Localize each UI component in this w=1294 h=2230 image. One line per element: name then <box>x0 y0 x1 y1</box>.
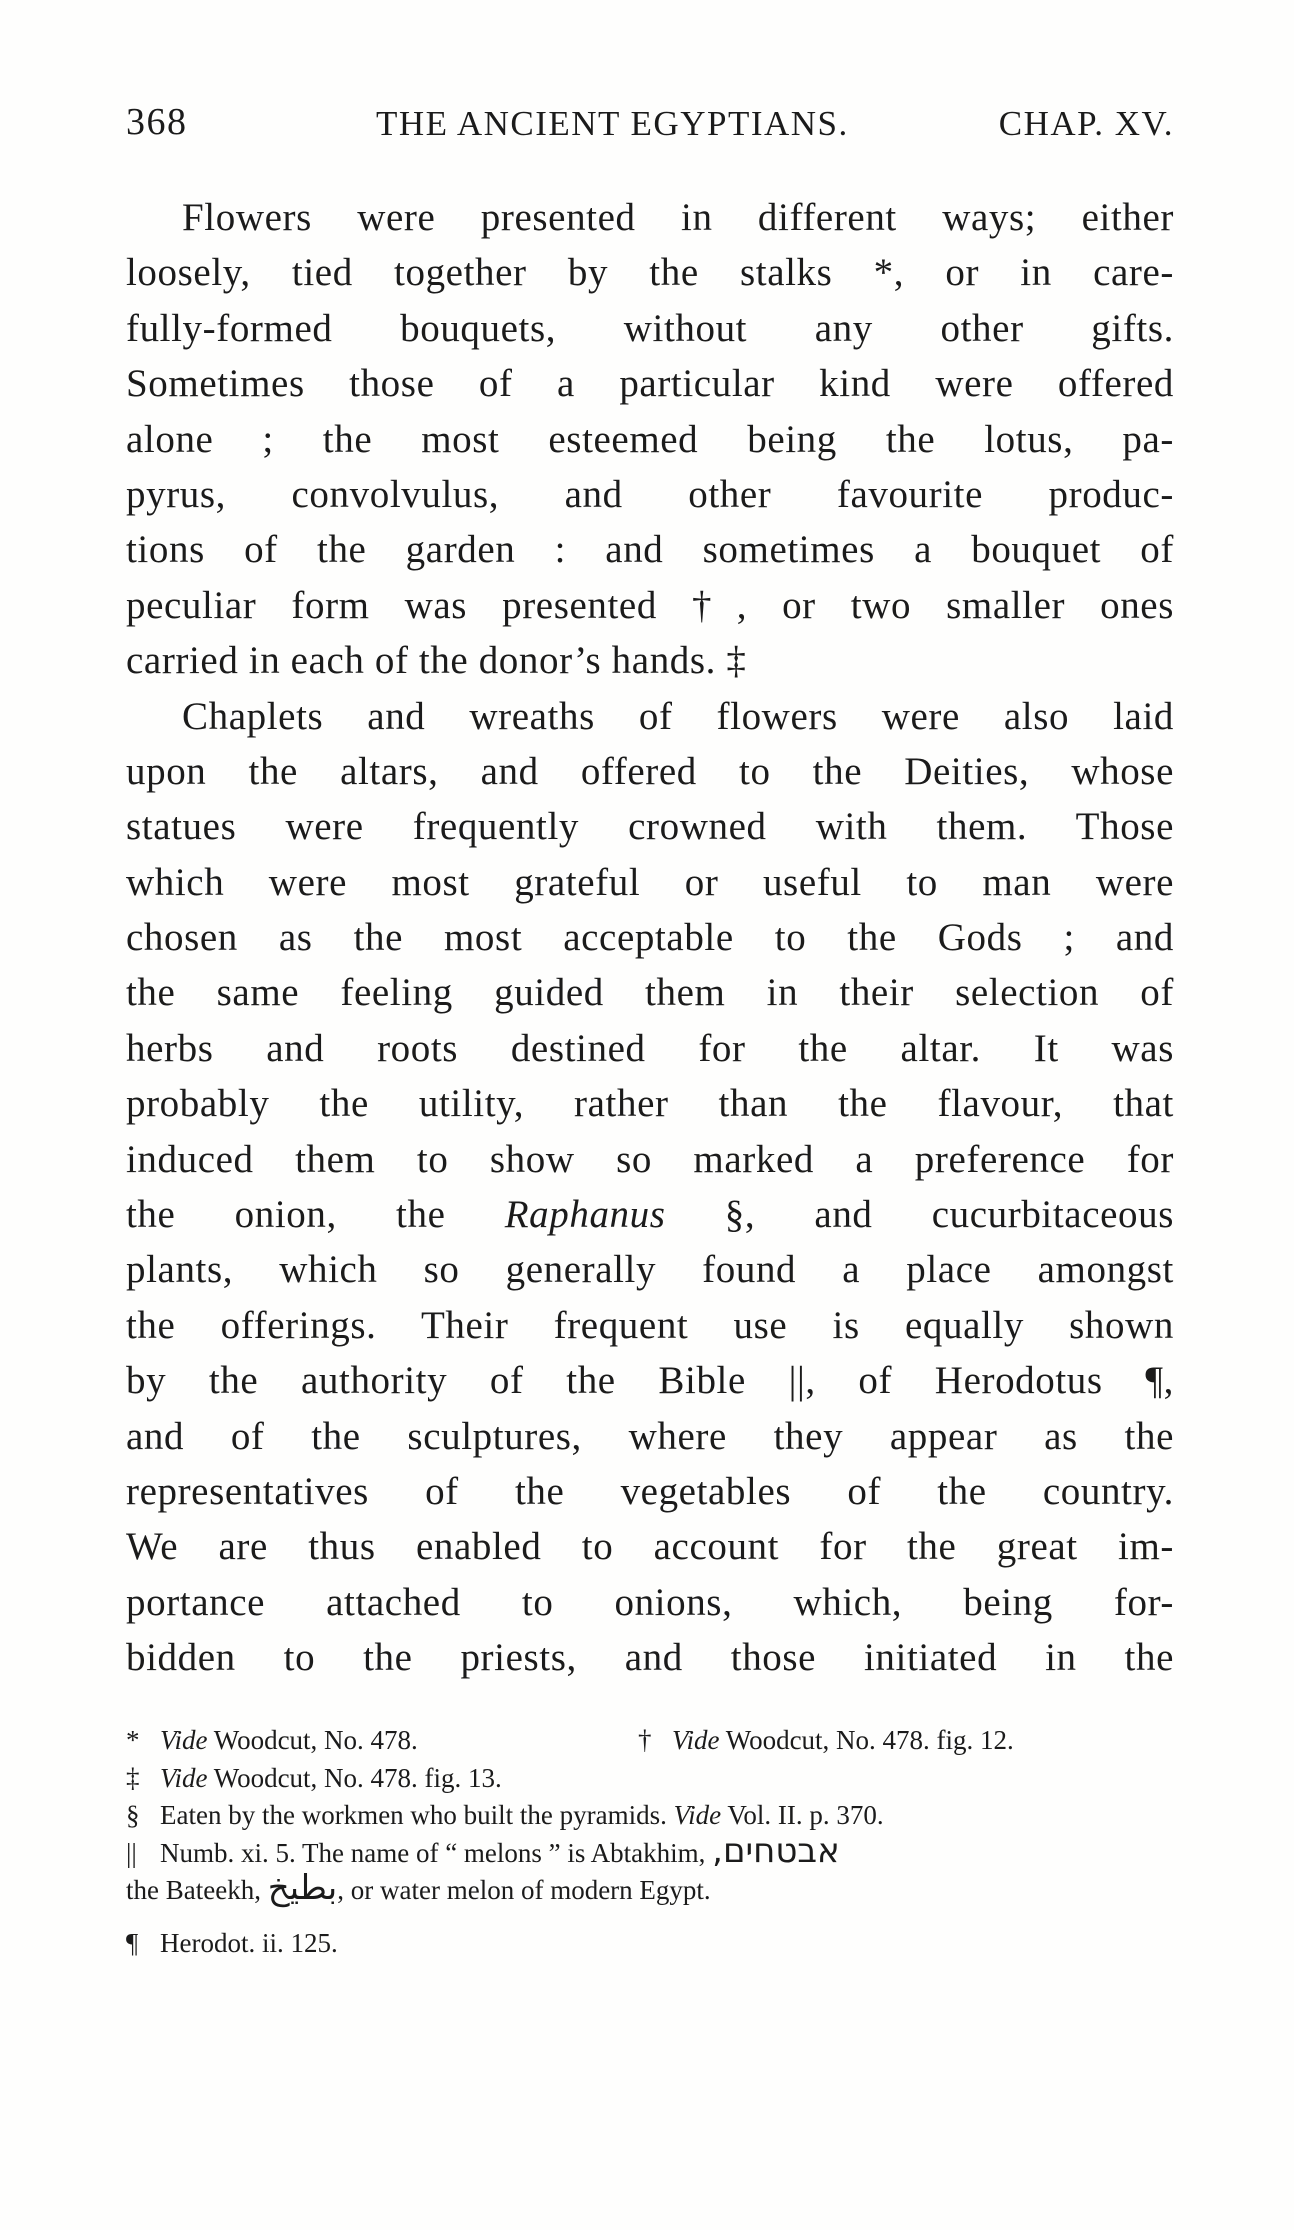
text-line: Chaplets and wreaths of flowers were also laid <box>182 694 1174 738</box>
footnote-second-column <box>638 1722 1014 1760</box>
footnote-vide: Vide <box>673 1800 722 1830</box>
footnotes <box>126 1722 1174 1962</box>
footnote-mark: † <box>638 1725 652 1755</box>
text-line: herbs and roots destined for the altar. It was <box>126 1026 1174 1070</box>
footnote-mark: ¶ <box>126 1927 139 1958</box>
text-line: by the authority of the Bible ||, of Herodotus ¶, <box>126 1359 1174 1403</box>
footnote-mark: ‡ <box>126 1762 140 1793</box>
chapter-label: CHAP. XV. <box>998 104 1174 143</box>
text-fragment: §, and cucurbitaceous <box>724 1193 1175 1237</box>
footnote-vide: Vide <box>672 1725 720 1755</box>
text-line: peculiar form was presented †, or two smaller ones <box>126 583 1174 627</box>
text-line: loosely, tied together by the stalks *, or in care- <box>126 251 1174 295</box>
text-line: We are thus enabled to account for the great im- <box>126 1525 1174 1569</box>
footnote-mark: § <box>126 1800 140 1830</box>
hebrew-word: אבטחים, <box>712 1830 840 1871</box>
text-line: and of the sculptures, where they appear as the <box>126 1414 1174 1458</box>
footnote-text: the Bateekh, <box>126 1875 261 1905</box>
arabic-word: بطيخ <box>267 1868 338 1908</box>
page-number: 368 <box>126 101 188 143</box>
text-fragment: the onion, the <box>126 1193 446 1237</box>
text-line: chosen as the most acceptable to the Gods ; and <box>126 916 1174 960</box>
italic-term: Raphanus <box>504 1193 666 1237</box>
footnote-vide: Vide <box>160 1725 208 1755</box>
text-line: Flowers were presented in different ways; either <box>182 196 1174 239</box>
text-line <box>126 1187 1174 1242</box>
text-line: probably the utility, rather than the flavour, that <box>126 1082 1174 1126</box>
text-line: which were most grateful or useful to man were <box>126 860 1174 904</box>
footnote-text: Numb. xi. 5. The name of “ melons ” is Abtakhim, <box>160 1837 706 1868</box>
footnote-row <box>126 1925 1174 1963</box>
footnote-mark: || <box>126 1837 137 1868</box>
text-line: pyrus, convolvulus, and other favourite produc- <box>126 472 1174 516</box>
footnote-text: Woodcut, No. 478. fig. 12. <box>725 1725 1014 1755</box>
footnote-text: , or water melon of modern Egypt. <box>337 1875 711 1905</box>
footnote-vide: Vide <box>160 1762 208 1793</box>
main-text <box>126 190 1174 1686</box>
footnote-row <box>126 1722 1174 1760</box>
footnote-mark: * <box>126 1725 140 1755</box>
footnote-row <box>126 1797 1174 1835</box>
text-line: induced them to show so marked a preference for <box>126 1137 1174 1181</box>
paragraph-1 <box>126 190 1174 689</box>
running-title: THE ANCIENT EGYPTIANS. <box>376 104 849 143</box>
footnote-text: Eaten by the workmen who built the pyramids. <box>160 1800 667 1830</box>
footnote-text: Vol. II. p. 370. <box>727 1800 884 1830</box>
text-line: plants, which so generally found a place amongst <box>126 1248 1174 1292</box>
running-header <box>126 100 1174 150</box>
text-line: portance attached to onions, which, being for- <box>126 1580 1174 1624</box>
text-line: Sometimes those of a particular kind were offered <box>126 362 1174 406</box>
text-line: representatives of the vegetables of the country. <box>126 1469 1174 1513</box>
text-line: the same feeling guided them in their selection of <box>126 971 1174 1015</box>
text-line: bidden to the priests, and those initiated in the <box>126 1636 1174 1680</box>
text-line: statues were frequently crowned with them. Those <box>126 805 1174 849</box>
text-line: upon the altars, and offered to the Deities, whose <box>126 749 1174 793</box>
footnote-row <box>126 1760 1174 1798</box>
footnote-row <box>126 1868 1174 1910</box>
footnote-text: Woodcut, No. 478. fig. 13. <box>213 1762 502 1793</box>
footnote-text: Herodot. ii. 125. <box>160 1927 338 1958</box>
text-line: tions of the garden : and sometimes a bouquet of <box>126 528 1174 572</box>
text-line: carried in each of the donor’s hands. ‡ <box>126 639 747 683</box>
text-line: fully-formed bouquets, without any other gifts. <box>126 306 1174 350</box>
footnote-row <box>126 1830 1174 1873</box>
text-line: alone ; the most esteemed being the lotus, pa- <box>126 417 1174 461</box>
text-line: the offerings. Their frequent use is equally shown <box>126 1303 1174 1347</box>
paragraph-2 <box>126 689 1174 1686</box>
footnote-text: Woodcut, No. 478. <box>213 1725 418 1755</box>
